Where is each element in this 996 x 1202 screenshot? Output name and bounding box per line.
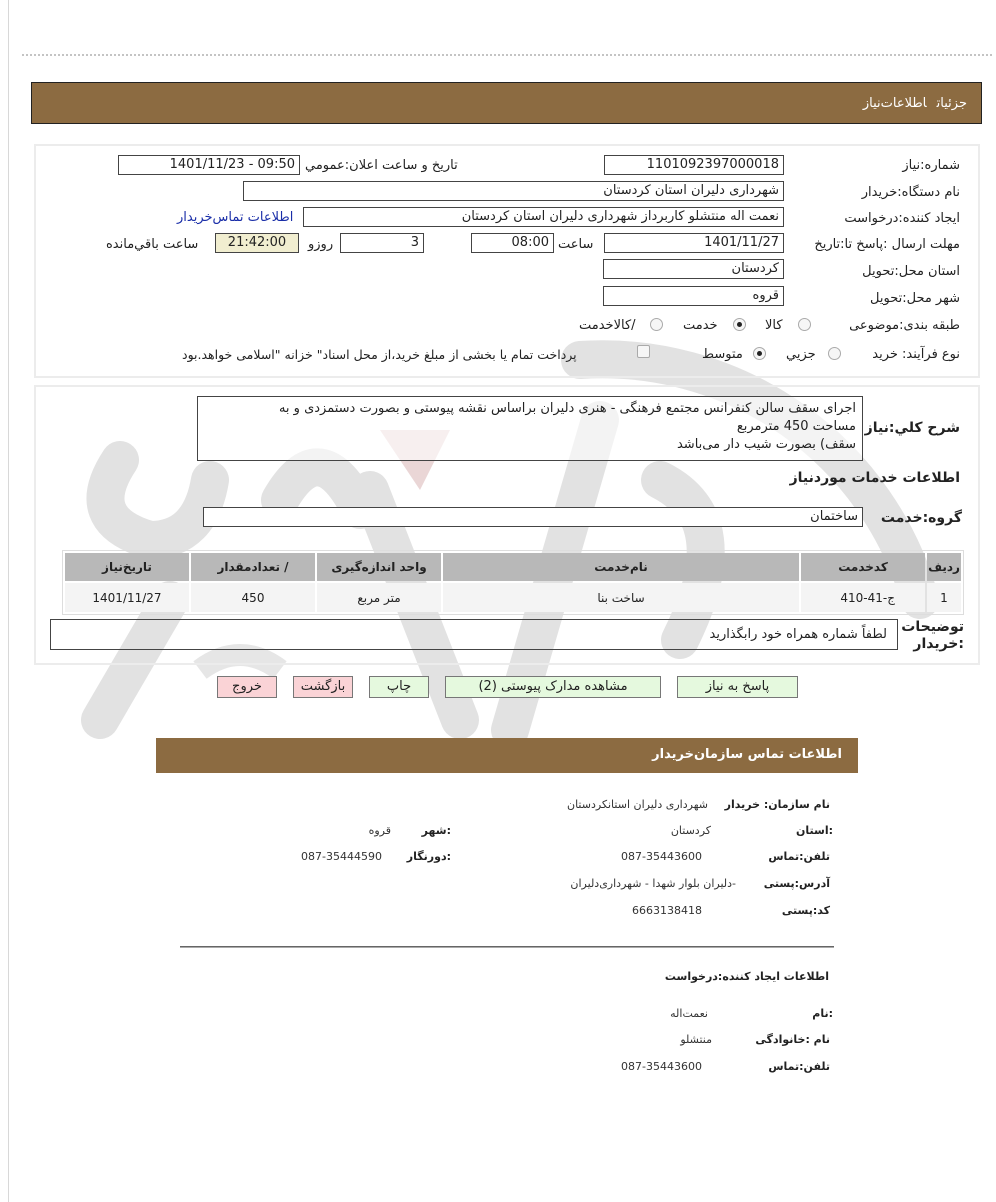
contact-address-value: -دلیران بلوار شهدا - شهرداری‌دلیران [570, 877, 736, 890]
buyer-org-label: نام دستگاه:خريدار [861, 185, 960, 200]
cell-service-name: ساخت بنا [443, 583, 799, 612]
table-row [65, 583, 961, 612]
need-info-panel [34, 144, 980, 378]
requester-name-value: نعمت‌اله [670, 1007, 708, 1020]
view-attachments-button[interactable]: مشاهده مدارک پيوستی (2) [445, 676, 661, 698]
treasury-checkbox[interactable] [637, 345, 650, 358]
contact-postal-label: کد:پستی [781, 904, 830, 917]
buyer-notes-label-2: :خريدار [913, 636, 964, 652]
requester-family-value: منتشلو [680, 1033, 712, 1046]
category-radio-goods-service[interactable] [650, 318, 663, 331]
requester-name-label: :نام [812, 1007, 833, 1020]
service-group-label: گروه:خدمت [880, 510, 962, 526]
need-number-field: 1101092397000018 [604, 155, 784, 175]
cell-row-number: 1 [927, 583, 961, 612]
description-field [197, 396, 863, 461]
page-left-border [8, 0, 9, 1202]
org-name-value: شهرداری دلیران استانکردستان [566, 798, 708, 811]
contact-phone-value: 087-35443600 [621, 850, 702, 863]
days-remaining-field: 3 [340, 233, 424, 253]
back-button[interactable]: بازگشت [293, 676, 353, 698]
category-goods-service-label: /کالاخدمت [579, 318, 636, 333]
process-minor-label: جزيي [786, 347, 816, 362]
category-goods-label: کالا [765, 318, 783, 333]
requester-title: اطلاعات ايجاد کننده:درخواست [664, 970, 829, 983]
services-table-header [65, 553, 961, 581]
buyer-contact-link[interactable]: اطلاعات تماس‌خريدار [177, 210, 294, 225]
cell-quantity: 450 [191, 583, 315, 612]
requester-phone-label: تلفن:تماس [768, 1060, 830, 1073]
remaining-time-label: ساعت باقي‌مانده [106, 237, 199, 252]
requester-family-label: نام :خانوادگی [755, 1033, 830, 1046]
deadline-time-field: 08:00 [471, 233, 554, 253]
description-line-1: اجرای سقف سالن کنفرانس مجتمع فرهنگی - هنری دلیران براساس نقشه پیوستی و بصورت دستمزدی و به [278, 401, 856, 416]
process-medium-label: متوسط [702, 347, 743, 362]
cell-service-code: ج-41-410 [801, 583, 925, 612]
col-header-quantity: / تعدادمقدار [191, 553, 315, 581]
contact-province-value: کردستان [670, 824, 711, 837]
col-header-service-name: نام‌خدمت [443, 553, 799, 581]
col-header-service-code: کدخدمت [801, 553, 925, 581]
buyer-notes-field: لطفاً شماره همراه خود رابگذارید [50, 619, 898, 650]
cell-need-date: 1401/11/27 [65, 583, 189, 612]
contact-address-label: آدرس:پستی [763, 877, 830, 890]
remaining-time-field: 21:42:00 [215, 233, 299, 253]
contact-phone-label: تلفن:تماس [768, 850, 830, 863]
announce-date-label: تاريخ و ساعت اعلان:عمومي [305, 158, 458, 173]
contact-fax-value: 087-35444590 [301, 850, 382, 863]
description-line-3: سقف) بصورت شیب دار می‌باشد [676, 437, 856, 452]
process-type-label: نوع فرآیند: خريد [872, 347, 960, 362]
treasury-checkbox-label: پرداخت تمام يا بخشی از مبلغ خريد،از محل اسناد" خزانه "اسلامی خواهد.بود [182, 347, 577, 362]
days-label: روزو [308, 237, 334, 252]
requester-phone-value: 087-35443600 [621, 1060, 702, 1073]
category-radio-service[interactable] [733, 318, 746, 331]
delivery-city-label: شهر محل:تحويل [870, 291, 960, 306]
buyer-contact-title: اطلاعات تماس سازمان‌خريدار [652, 747, 842, 762]
services-section-title: اطلاعات خدمات موردنياز [789, 470, 960, 486]
category-radio-goods[interactable] [798, 318, 811, 331]
category-label: طبقه بندی:موضوعی [849, 318, 960, 333]
deadline-label: مهلت ارسال :پاسخ تا:تاريخ [814, 237, 960, 252]
delivery-province-label: استان محل:تحويل [862, 264, 960, 279]
col-header-need-date: تاريخ‌نياز [65, 553, 189, 581]
section-divider [180, 946, 834, 948]
delivery-province-field: کردستان [603, 259, 784, 279]
description-line-2: مساحت 450 مترمربع [736, 419, 856, 434]
services-table [62, 550, 964, 615]
buyer-contact-header [156, 738, 858, 773]
contact-city-label: :شهر [421, 824, 451, 837]
reply-button[interactable]: پاسخ به نياز [677, 676, 798, 698]
top-separator [22, 54, 992, 56]
delivery-city-field: قروه [603, 286, 784, 306]
contact-postal-value: 6663138418 [632, 904, 702, 917]
col-header-unit: واحد اندازه‌گيری [317, 553, 441, 581]
header-title-details: جزئيات [936, 96, 967, 111]
buyer-org-field: شهرداری دلیران استان کردستان [243, 181, 784, 201]
contact-fax-label: :دورنگار [406, 850, 451, 863]
creator-label: ايجاد کننده:درخواست [844, 211, 960, 226]
contact-province-label: :استان [796, 824, 833, 837]
announce-date-field: 1401/11/23 - 09:50 [118, 155, 300, 175]
service-group-field: ساختمان [203, 507, 863, 527]
need-details-header [31, 82, 982, 124]
buyer-notes-label-1: توضيحات [901, 619, 964, 635]
category-service-label: خدمت [683, 318, 718, 333]
process-radio-medium[interactable] [753, 347, 766, 360]
deadline-time-label: ساعت [558, 237, 594, 252]
org-name-label: نام سازمان: خريدار [724, 798, 830, 811]
deadline-date-field: 1401/11/27 [604, 233, 784, 253]
need-number-label: شماره:نياز [902, 158, 960, 173]
header-title-need-info: اطلاعات‌نياز [862, 96, 927, 111]
exit-button[interactable]: خروج [217, 676, 277, 698]
contact-city-value: قروه [368, 824, 391, 837]
print-button[interactable]: چاپ [369, 676, 429, 698]
col-header-row: رديف [927, 553, 961, 581]
cell-unit: متر مربع [317, 583, 441, 612]
description-label: شرح کلي:نياز [864, 420, 960, 436]
creator-field: نعمت اله منتشلو کاربرداز شهرداری دلیران استان کردستان [303, 207, 784, 227]
process-radio-minor[interactable] [828, 347, 841, 360]
